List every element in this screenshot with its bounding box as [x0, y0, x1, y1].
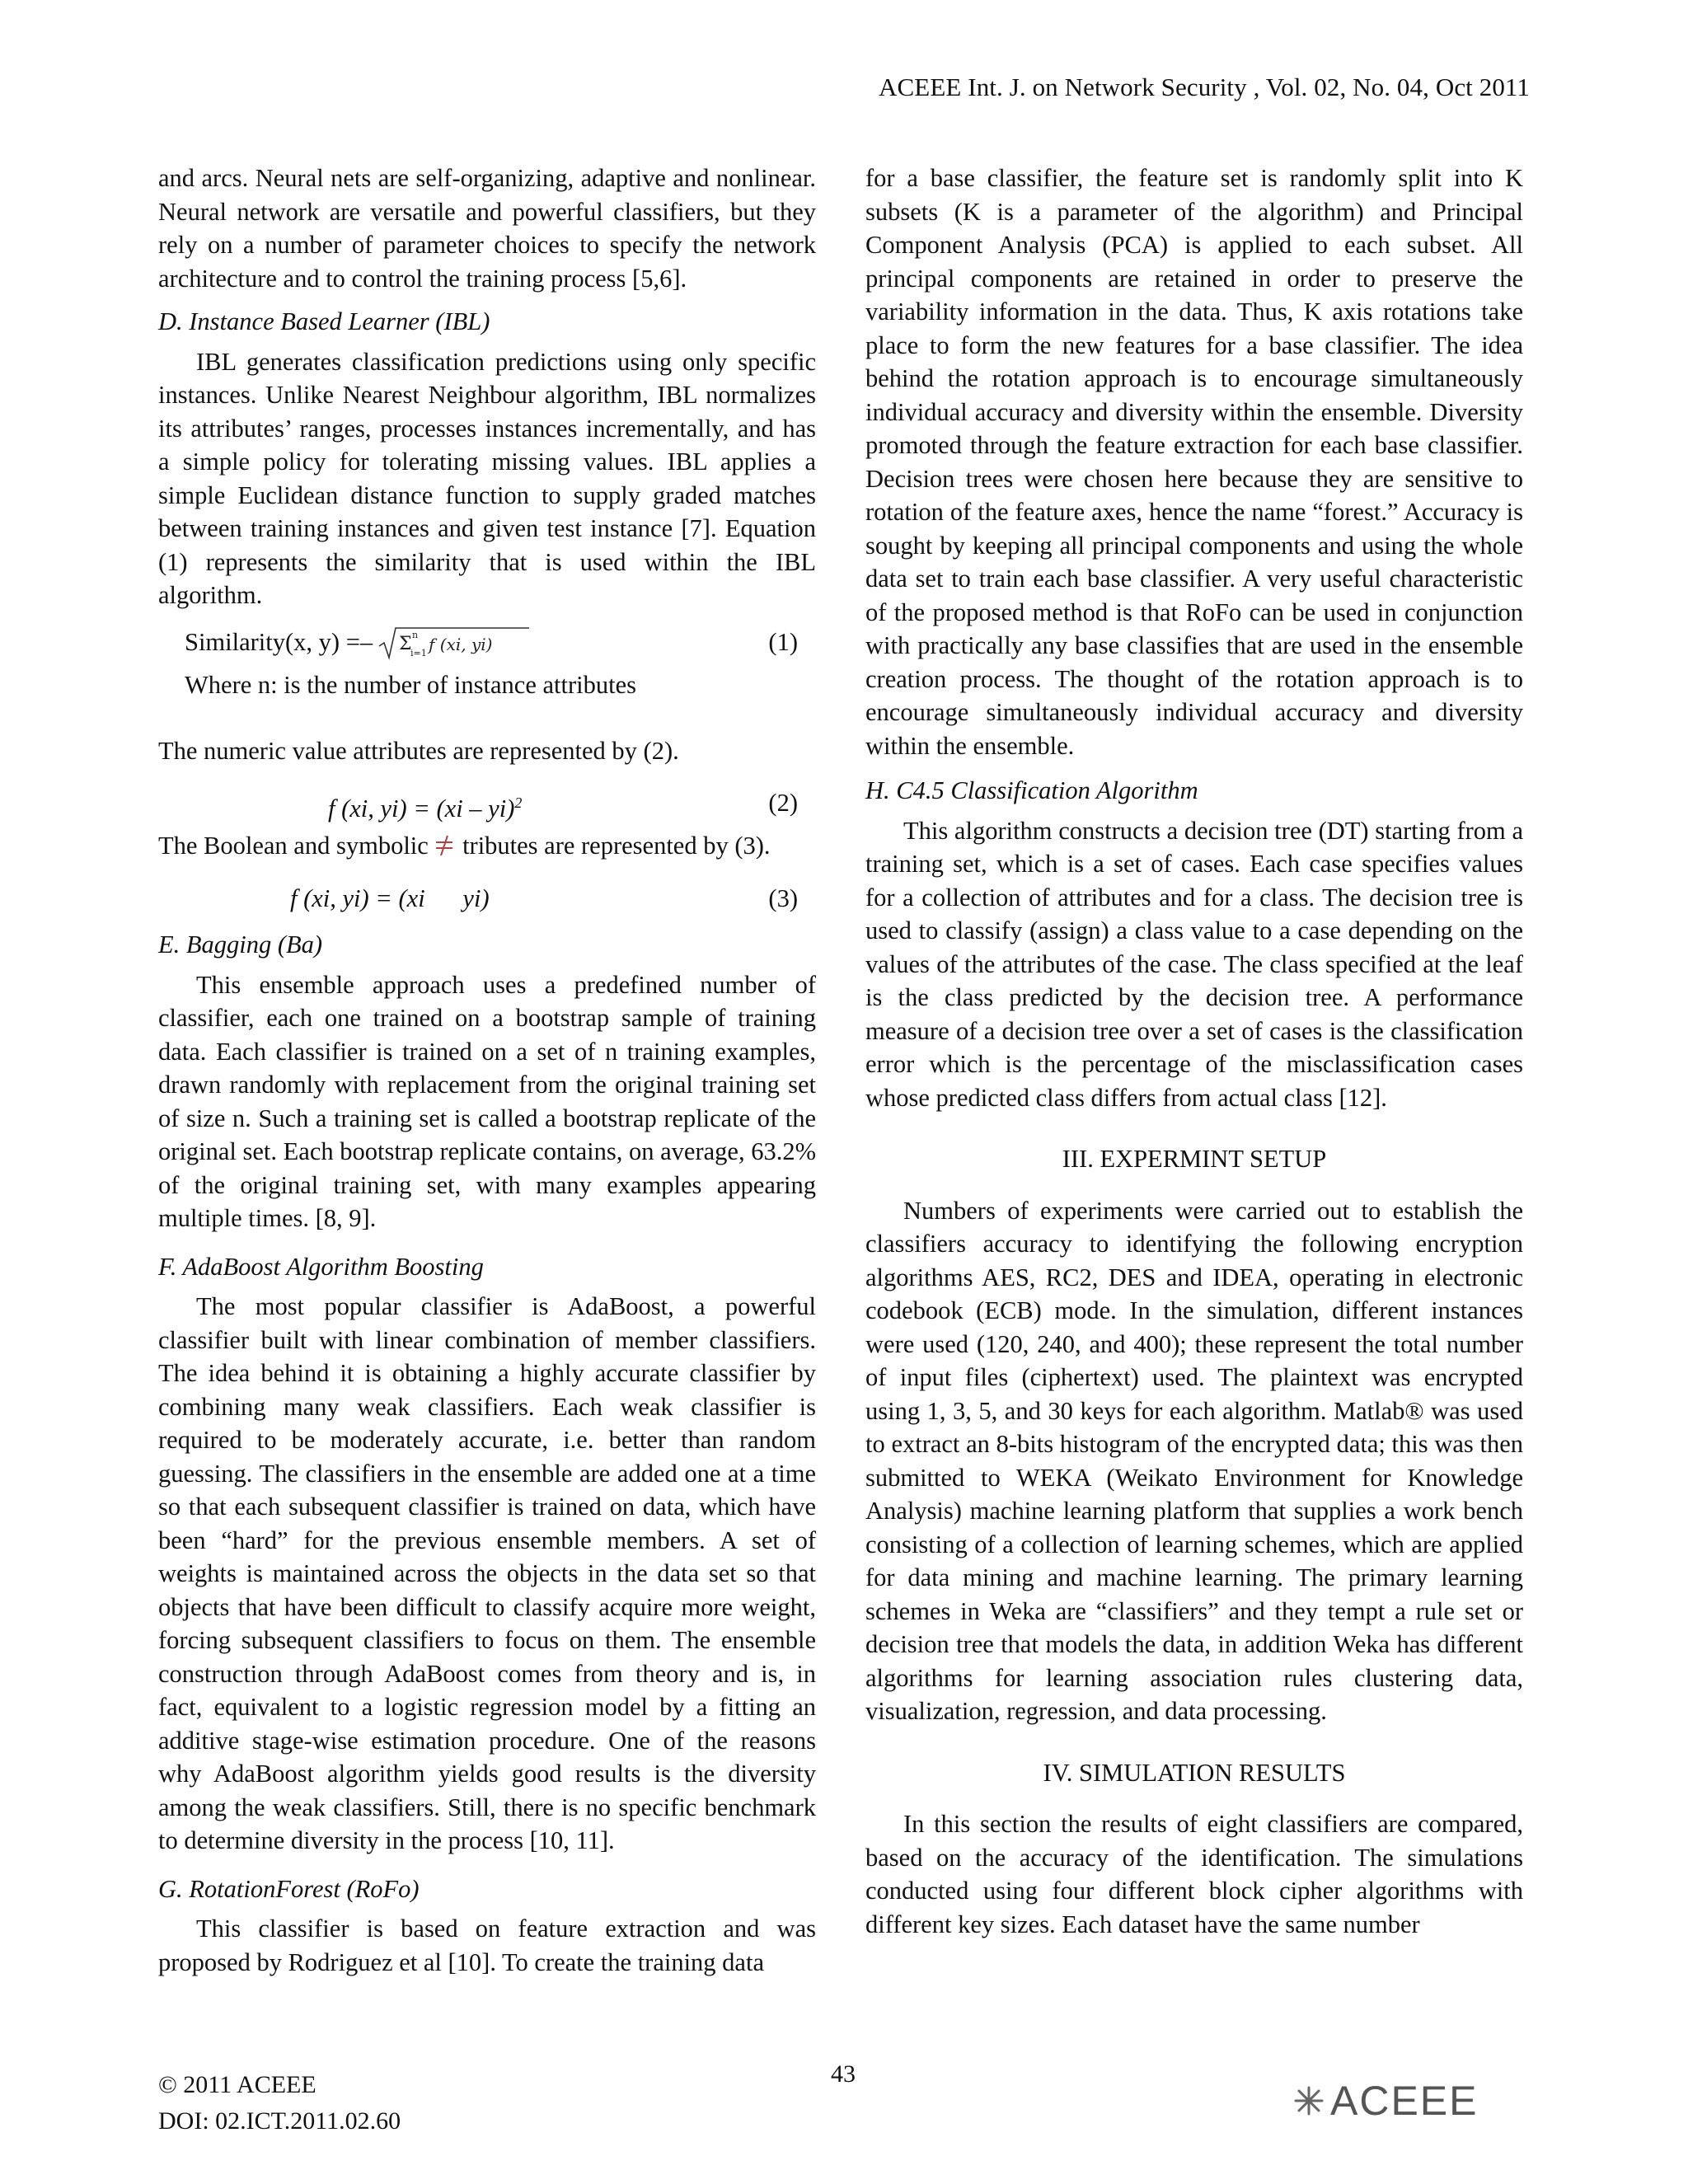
equation-2-label: (2): [768, 788, 798, 817]
paragraph-results: In this section the results of eight classifiers are compared, based on the accuracy of the identification. The simulations conducted using four different block cipher algorithms with different key sizes. Each dataset have the same number: [865, 1810, 1523, 1938]
svg-text:f (xi, yi): f (xi, yi): [429, 634, 493, 654]
paragraph-intro: and arcs. Neural nets are self-organizing, adaptive and nonlinear. Neural network are versatile and powerful classifiers, but they rely on a number of parameter choices to specify the network architecture and to control the training process [5,6].: [158, 164, 816, 293]
section-heading-results: IV. SIMULATION RESULTS: [1043, 1758, 1346, 1787]
paragraph-setup: Numbers of experiments were carried out to establish the classifiers accuracy to identifying the following encryption algorithms AES, RC2, DES and IDEA, operating in electronic codebook (ECB) mode. In the simulation, different instances were used (120, 240, and 400); these represent the total number of input files (ciphertext) used. The plaintext was encrypted using 1, 3, 5, and 30 keys for each algorithm. Matlab® was used to extract an 8-bits histogram of the encrypted data; this was then submitted to WEKA (Weikato Environment for Knowledge Analysis) machine learning platform that supplies a work bench consisting of a collection of learning schemes, which are applied for data mining and machine learning. The primary learning schemes in Weka are “classifiers” and they tempt a rule set or decision tree that models the data, in addition Weka has different algorithms for learning association rules clustering data, visualization, regression, and data processing.: [865, 1196, 1523, 1725]
svg-text:i=1: i=1: [410, 647, 427, 658]
equation-3-label: (3): [768, 884, 798, 912]
doi: DOI: 02.ICT.2011.02.60: [158, 2107, 401, 2135]
equation-1-where: Where n: is the number of instance attributes: [185, 670, 636, 699]
subheading-ibl: D. Instance Based Learner (IBL): [158, 307, 490, 335]
equation-3: [158, 882, 816, 918]
svg-text:Σ: Σ: [399, 633, 412, 654]
svg-text:n: n: [412, 629, 419, 640]
equation-2-superscript: 2: [514, 794, 523, 811]
sqrt-sum-formula-image: [377, 625, 531, 661]
paragraph-numeric: The numeric value attributes are represented by (2).: [158, 737, 679, 765]
paragraph-rotation-forest: This classifier is based on feature extraction and was proposed by Rodriguez et al [10]. To create the training data: [158, 1915, 816, 1976]
equation-3-text: f (xi, yi) = (xi yi): [290, 884, 490, 912]
logo-text: ACEEE: [1330, 2078, 1479, 2124]
right-column: [865, 162, 1523, 1941]
equation-1: [185, 624, 816, 662]
equation-2-text: f (xi, yi) = (xi – yi)$^2$: [328, 794, 523, 823]
paragraph-ibl: IBL generates classification predictions using only specific instances. Unlike Nearest Neighbour algorithm, IBL normalizes its attributes’ ranges, processes instances incrementally, and has a simple policy for tolerating missing values. IBL applies a simple Euclidean distance function to supply graded matches between training instances and given test instance [7]. Equation (1) represents the similarity that is used within the IBL algorithm.: [158, 347, 816, 609]
equation-1-label: (1): [768, 628, 798, 657]
running-head: ACEEE Int. J. on Network Security , Vol. 02, No. 04, Oct 2011: [879, 73, 1530, 101]
paragraph-bagging: This ensemble approach uses a predefined number of classifier, each one trained on a bootstrap sample of training data. Each classifier is trained on a set of n training examples, drawn randomly with replacement from the original training set of size n. Such a training set is called a bootstrap replicate of the original set. Each bootstrap replicate contains, on average, 63.2% of the original training set, with many examples appearing multiple times. [8, 9].: [158, 970, 816, 1232]
subheading-rotation-forest: G. RotationForest (RoFo): [158, 1874, 420, 1903]
equation-2: [158, 786, 816, 823]
copyright-notice: © 2011 ACEEE: [158, 2071, 316, 2098]
aceee-logo: [1291, 2077, 1535, 2125]
not-equal-icon: [434, 829, 456, 863]
subheading-adaboost: F. AdaBoost Algorithm Boosting: [158, 1252, 484, 1281]
subheading-c45: H. C4.5 Classification Algorithm: [865, 776, 1198, 804]
equation-1-text: Similarity(x, y) =–: [185, 628, 373, 657]
section-heading-setup: III. EXPERMINT SETUP: [1062, 1145, 1327, 1173]
paragraph-rotation-forest-continued: for a base classifier, the feature set is randomly split into K subsets (K is a parameter of the algorithm) and Principal Component Analysis (PCA) is applied to each subset. All principal components are retained in order to preserve the variability information in the data. Thus, K axis rotations take place to form the new features for a base classifier. The idea behind the rotation approach is to encourage simultaneously individual accuracy and diversity within the ensemble. Diversity promoted through the feature extraction for each base classifier. Decision trees were chosen here because they are sensitive to rotation of the feature axes, hence the name “forest.” Accuracy is sought by keeping all principal components and using the whole data set to train each base classifier. A very useful characteristic of the proposed method is that RoFo can be used in conjunction with practically any base classifies that are used in the ensemble creation process. The thought of the rotation approach is to encourage simultaneously individual accuracy and diversity within the ensemble.: [865, 164, 1523, 760]
subheading-bagging: E. Bagging (Ba): [158, 930, 323, 958]
paragraph-c45: This algorithm constructs a decision tree (DT) starting from a training set, which is a set of cases. Each case specifies values for a collection of attributes and for a class. The decision tree is used to classify (assign) a class value to a case depending on the values of the attributes of the case. The class specified at the leaf is the class predicted by the decision tree. A performance measure of a decision tree over a set of cases is the classification error which is the percentage of the misclassification cases whose predicted class differs from actual class [12].: [865, 816, 1523, 1112]
paragraph-adaboost: The most popular classifier is AdaBoost, a powerful classifier built with linear combination of member classifiers. The idea behind it is obtaining a highly accurate classifier by combining many weak classifiers. Each weak classifier is required to be moderately accurate, i.e. better than random guessing. The classifiers in the ensemble are added one at a time so that each subsequent classifier is trained on data, which have been “hard” for the previous ensemble members. A set of weights is maintained across the objects in the data set so that objects that have been difficult to classify acquire more weight, forcing subsequent classifiers to focus on them. The ensemble construction through AdaBoost comes from theory and is, in fact, equivalent to a logistic regression model by a fitting an additive stage-wise estimation procedure. One of the reasons why AdaBoost algorithm yields good results is the diversity among the weak classifiers. Still, there is no specific benchmark to determine diversity in the process [10, 11].: [158, 1292, 816, 1854]
footer: [158, 2067, 401, 2139]
paragraph-boolean: The Boolean and symbolic tributes are represented by (3).: [158, 829, 816, 863]
page-number: 43: [831, 2060, 856, 2088]
star-icon: [1291, 2083, 1327, 2119]
left-column: [158, 162, 816, 1979]
